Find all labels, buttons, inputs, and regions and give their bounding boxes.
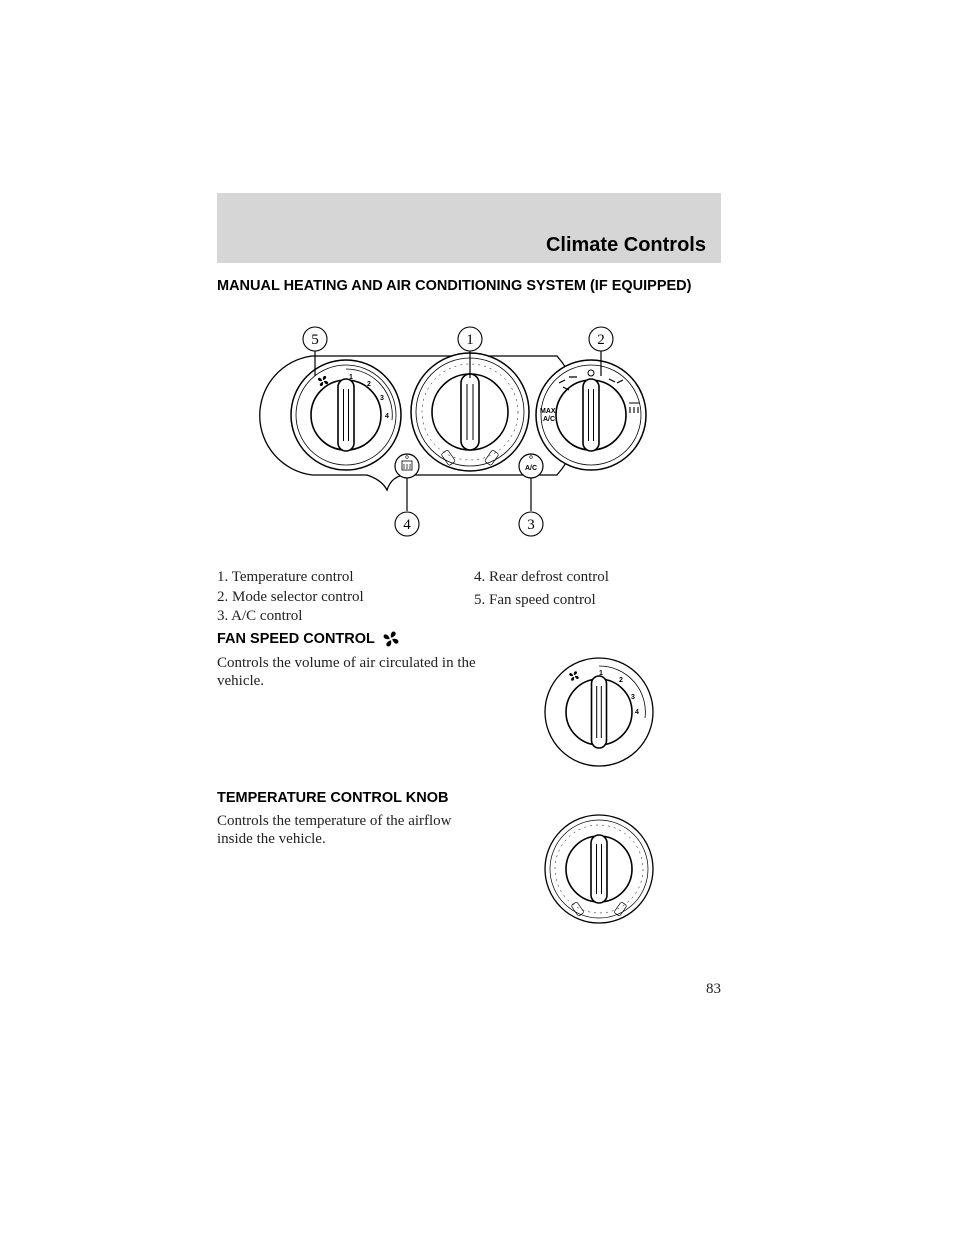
section-heading: MANUAL HEATING AND AIR CONDITIONING SYSTEM (IF EQUIPPED) [217,278,692,294]
temperature-description: Controls the temperature of the airflow inside the vehicle. [217,813,452,847]
callout-2 [589,327,613,351]
max-ac-label: A/C [543,416,556,423]
legend-item: 1. Temperature control [217,569,354,585]
legend-list-right [474,568,609,610]
chapter-title: Climate Controls [545,234,706,256]
temperature-knob-figure [543,813,655,925]
svg-text:4: 4 [403,517,411,533]
svg-text:1: 1 [466,332,474,348]
fan-icon [381,629,401,649]
callout-4 [395,512,419,536]
fan-scale-label: 2 [367,381,371,388]
legend-item: 5. Fan speed control [474,591,596,608]
climate-panel-diagram [217,320,721,545]
legend-item: 2. Mode selector control [217,588,364,605]
legend-item: 3. A/C control [217,608,303,624]
fan-scale-label: 1 [599,670,603,677]
fan-speed-knob-figure [543,656,655,768]
max-ac-label: MAX [540,408,556,415]
fan-scale-label: 4 [385,413,389,420]
fan-speed-heading-text: FAN SPEED CONTROL [217,631,375,647]
fan-scale-label: 4 [635,709,639,716]
fan-speed-heading [217,629,401,649]
rear-defrost-button[interactable] [395,454,419,478]
fan-scale-label: 1 [349,374,353,381]
fan-scale-label: 2 [619,677,623,684]
svg-text:3: 3 [527,517,535,533]
fan-scale-label: 3 [380,395,384,402]
callout-3 [519,512,543,536]
mode-selector-knob[interactable] [536,360,646,470]
chapter-header-band [217,193,721,263]
callout-1 [458,327,482,351]
svg-text:2: 2 [597,332,605,348]
legend-item: 4. Rear defrost control [474,569,609,585]
fan-speed-description: Controls the volume of air circulated in the vehicle. [217,655,476,689]
callout-5 [303,327,327,351]
fan-scale-label: 3 [631,694,635,701]
temperature-heading: TEMPERATURE CONTROL KNOB [217,790,449,806]
ac-button[interactable] [519,454,543,478]
legend-list-left [217,568,364,627]
svg-text:A/C: A/C [525,465,538,472]
svg-text:5: 5 [311,332,319,348]
page-number: 83 [706,981,721,997]
fan-speed-knob[interactable] [291,360,401,470]
